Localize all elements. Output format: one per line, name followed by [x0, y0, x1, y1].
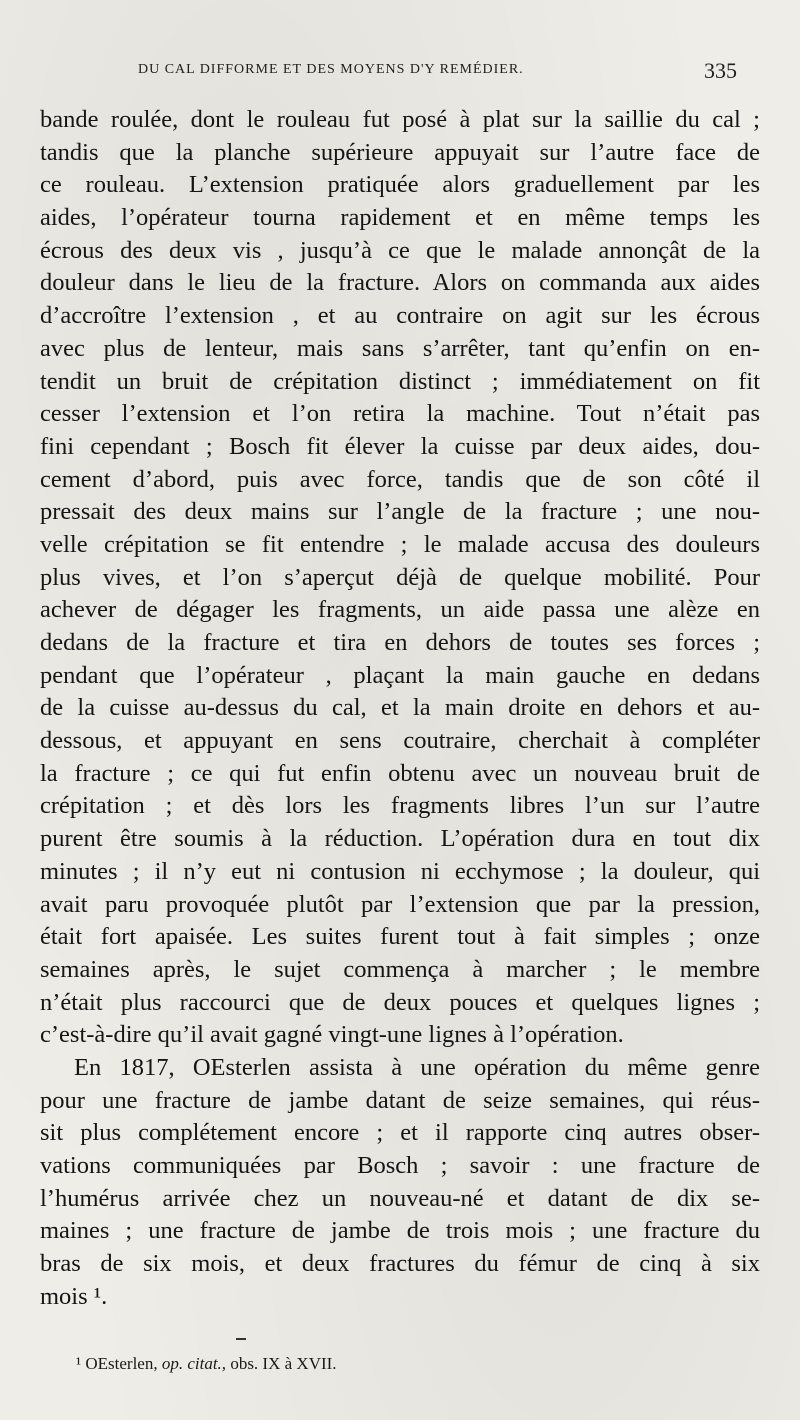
text-line: dessous, et appuyant en sens coutraire, cherchait à compléter: [40, 727, 760, 755]
text-line: avait paru provoquée plutôt par l’extension que par la pression,: [40, 890, 760, 918]
running-title: DU CAL DIFFORME ET DES MOYENS D'Y REMÉDIER.: [138, 62, 524, 77]
text-line: tandis que la planche supérieure appuyait sur l’autre face de: [40, 138, 760, 166]
footnote-range: obs. IX à XVII.: [230, 1354, 337, 1373]
text-line: semaines après, le sujet commença à marcher ; le membre: [40, 955, 760, 983]
text-line: plus vives, et l’on s’aperçut déjà de quelque mobilité. Pour: [40, 563, 760, 591]
text-line: d’accroître l’extension , et au contraire on agit sur les écrous: [40, 302, 760, 330]
footnote: [76, 1354, 337, 1374]
text-line: dedans de la fracture et tira en dehors de toutes ses forces ;: [40, 629, 760, 656]
text-line: velle crépitation se fit entendre ; le malade accusa des douleurs: [40, 530, 760, 558]
text-line: c’est-à-dire qu’il avait gagné vingt-une lignes à l’opération.: [40, 1021, 624, 1049]
text-line: cesser l’extension et l’on retira la machine. Tout n’était pas: [40, 400, 760, 428]
text-line: aides, l’opérateur tourna rapidement et en même temps les: [40, 204, 760, 232]
text-line: crépitation ; et dès lors les fragments libres l’un sur l’autre: [40, 792, 760, 820]
text-line: la fracture ; ce qui fut enfin obtenu avec un nouveau bruit de: [40, 759, 760, 787]
text-line: de la cuisse au-dessus du cal, et la main droite en dehors et au-: [40, 694, 760, 722]
page-number: 335: [704, 58, 737, 83]
footnote-author: OEsterlen,: [85, 1354, 158, 1373]
text-line: En 1817, OEsterlen assista à une opération du même genre: [74, 1053, 760, 1081]
body-text: [40, 104, 760, 1313]
text-line: maines ; une fracture de jambe de trois mois ; une fracture du: [40, 1217, 760, 1245]
text-line: avec plus de lenteur, mais sans s’arrêter, tant qu’enfin on en-: [40, 334, 760, 362]
text-line: n’était plus raccourci que de deux pouces et quelques lignes ;: [40, 988, 760, 1016]
text-line: bras de six mois, et deux fractures du fémur de cinq à six: [40, 1250, 760, 1278]
text-line: écrous des deux vis , jusqu’à ce que le malade annonçât de la: [40, 236, 760, 264]
text-line: tendit un bruit de crépitation distinct ; immédiatement on fit: [40, 367, 760, 395]
text-line: ce rouleau. L’extension pratiquée alors graduellement par les: [40, 171, 760, 199]
text-line: purent être soumis à la réduction. L’opération dura en tout dix: [40, 825, 760, 853]
text-line: pendant que l’opérateur , plaçant la main gauche en dedans: [40, 661, 760, 689]
text-line: pressait des deux mains sur l’angle de la fracture ; une nou-: [40, 498, 760, 526]
text-line: achever de dégager les fragments, un aide passa une alèze en: [40, 596, 760, 624]
footnote-reference: op. citat.,: [161, 1354, 227, 1373]
text-line: mois ¹.: [40, 1282, 108, 1310]
text-line: vations communiquées par Bosch ; savoir : une fracture de: [40, 1152, 760, 1179]
text-line: douleur dans le lieu de la fracture. Alors on commanda aux aides: [40, 269, 760, 297]
text-line: l’humérus arrivée chez un nouveau-né et datant de dix se-: [40, 1184, 760, 1212]
text-line: bande roulée, dont le rouleau fut posé à plat sur la saillie du cal ;: [40, 106, 760, 133]
footnote-marker: ¹: [76, 1354, 82, 1373]
text-line: sit plus complétement encore ; et il rapporte cinq autres obser-: [40, 1119, 760, 1147]
text-line: minutes ; il n’y eut ni contusion ni ecchymose ; la douleur, qui: [40, 857, 760, 885]
footnote-rule: [236, 1338, 246, 1340]
text-line: pour une fracture de jambe datant de seize semaines, qui réus-: [40, 1086, 760, 1114]
text-line: était fort apaisée. Les suites furent tout à fait simples ; onze: [40, 923, 760, 951]
text-line: cement d’abord, puis avec force, tandis que de son côté il: [40, 465, 760, 493]
text-line: fini cependant ; Bosch fit élever la cuisse par deux aides, dou-: [40, 432, 760, 460]
